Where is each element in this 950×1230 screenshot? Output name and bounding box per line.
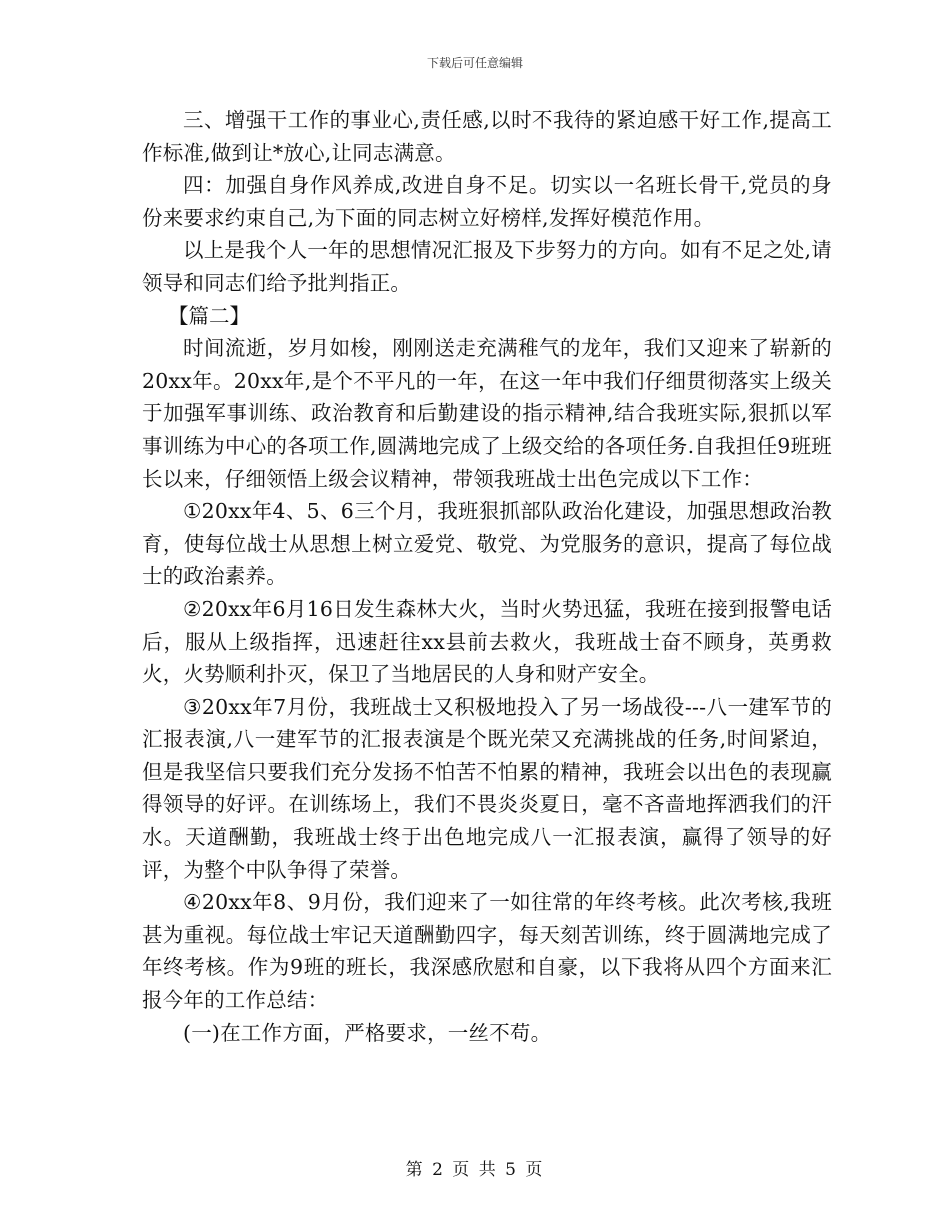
page-footer: 第 2 页 共 5 页 [405, 1160, 545, 1180]
paragraph-subheading: (一)在工作方面，严格要求，一丝不苟。 [183, 1020, 552, 1045]
paragraph-item-2: ②20xx年6月16日发生森林大火，当时火势迅猛，我班在接到报警电话后，服从上级指挥，迅速赶往xx县前去救火，我班战士奋不顾身，英勇救火，火势顺利扑灭，保卫了当地居民的人身和财产安全。 [142, 596, 832, 687]
paragraph-conclusion: 以上是我个人一年的思想情况汇报及下步努力的方向。如有不足之处,请领导和同志们给予批判指正。 [142, 238, 832, 295]
section-title: 【篇二】 [168, 303, 250, 328]
paragraph-item-1: ①20xx年4、5、6三个月，我班狠抓部队政治化建设，加强思想政治教育，使每位战士从思想上树立爱党、敬党、为党服务的意识，提高了每位战士的政治素养。 [142, 499, 832, 589]
paragraph-point-three: 三、增强干工作的事业心,责任感,以时不我待的紧迫感干好工作,提高工作标准,做到让*放心,让同志满意。 [142, 108, 832, 165]
paragraph-item-3: ③20xx年7月份，我班战士又积极地投入了另一场战役---八一建军节的汇报表演,八一建军节的汇报表演是个既光荣又充满挑战的任务,时间紧迫，但是我坚信只要我们充分发扬不怕苦不怕累的精神，我班会以出色的表现赢得领导的好评。在训练场上，我们不畏炎炎夏日，毫不吝啬地挥洒我们的汗水。天道酬勤，我班战士终于出色地完成八一汇报表演，赢得了领导的好评，为整个中队争得了荣誉。 [142, 694, 832, 882]
paragraph-point-four: 四：加强自身作风养成,改进自身不足。切实以一名班长骨干,党员的身份来要求约束自己,为下面的同志树立好榜样,发挥好模范作用。 [142, 173, 832, 230]
paragraph-item-4: ④20xx年8、9月份，我们迎来了一如往常的年终考核。此次考核,我班甚为重视。每位战士牢记天道酬勤四字，每天刻苦训练，终于圆满地完成了年终考核。作为9班的班长，我深感欣慰和自豪，以下我将从四个方面来汇报今年的工作总结： [142, 890, 832, 1013]
paragraph-intro: 时间流逝，岁月如梭，刚刚送走充满稚气的龙年，我们又迎来了崭新的20xx年。20xx年,是个不平凡的一年，在这一年中我们仔细贯彻落实上级关于加强军事训练、政治教育和后勤建设的指示精神,结合我班实际,狠抓以军事训练为中心的各项工作,圆满地完成了上级交给的各项任务.自我担任9班班长以来，仔细领悟上级会议精神，带领我班战士出色完成以下工作： [142, 336, 832, 491]
page-header: 下载后可任意编辑 [426, 56, 523, 70]
document-body [142, 104, 832, 1049]
